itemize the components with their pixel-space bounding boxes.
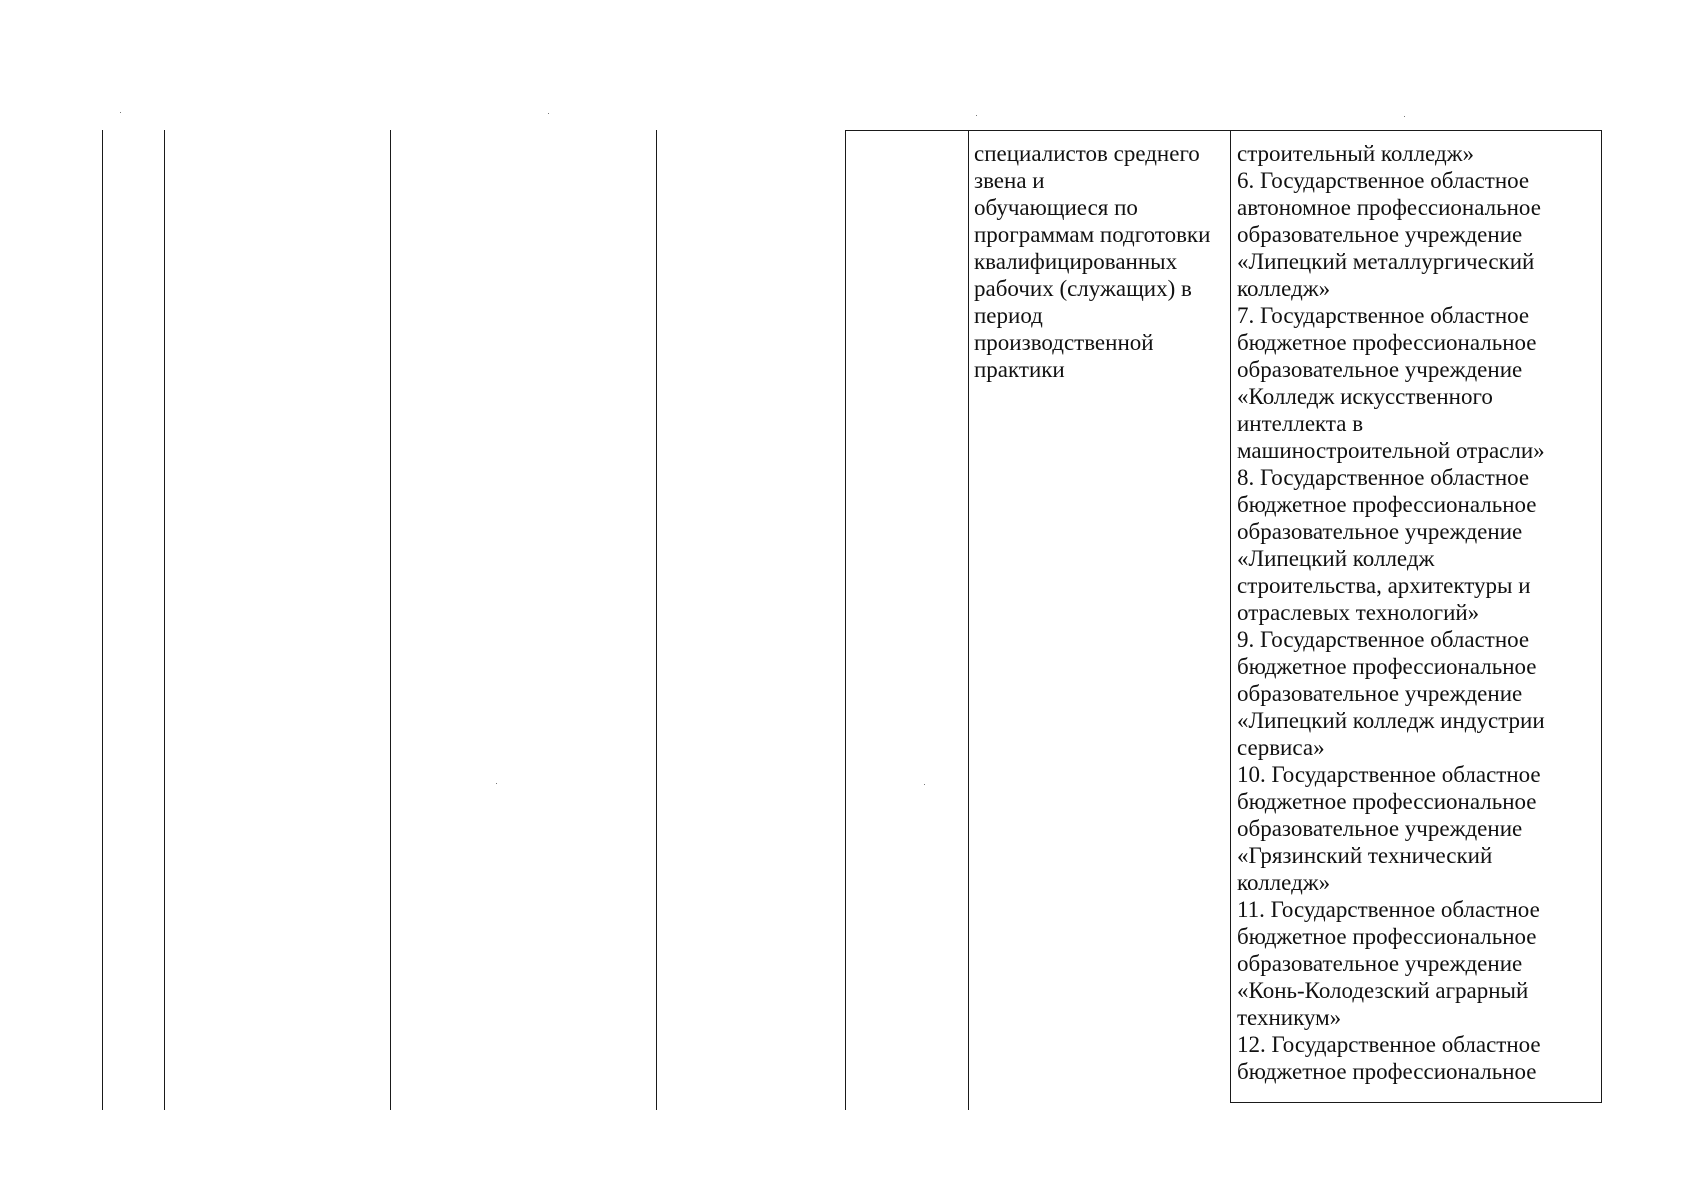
scan-speck <box>924 784 925 785</box>
text-line: «Конь-Колодезский аграрный <box>1237 978 1529 1003</box>
table-bottom-border <box>1230 1102 1602 1103</box>
scan-speck <box>548 113 549 114</box>
text-line: 7. Государственное областное <box>1237 303 1530 328</box>
text-line: бюджетное профессиональное <box>1237 1059 1537 1084</box>
text-line: 12. Государственное областное <box>1237 1032 1541 1057</box>
text-line: колледж» <box>1237 870 1331 895</box>
cell-target-group <box>974 140 1226 383</box>
text-line: 11. Государственное областное <box>1237 897 1540 922</box>
text-line: бюджетное профессиональное <box>1237 654 1537 679</box>
table-column-divider <box>164 130 165 1110</box>
text-line: сервиса» <box>1237 735 1325 760</box>
text-line: «Липецкий металлургический <box>1237 249 1535 274</box>
text-line: образовательное учреждение <box>1237 681 1523 706</box>
table-column-divider <box>845 130 846 1110</box>
scan-speck <box>1404 116 1405 117</box>
text-line: рабочих (служащих) в <box>974 276 1192 301</box>
text-line: автономное профессиональное <box>1237 195 1541 220</box>
text-line: 8. Государственное областное <box>1237 465 1530 490</box>
text-line: звена и <box>974 168 1045 193</box>
table-column-divider <box>1230 130 1231 1102</box>
text-line: образовательное учреждение <box>1237 519 1523 544</box>
table-top-border <box>845 130 1602 131</box>
text-line: строительства, архитектуры и <box>1237 573 1531 598</box>
text-line: «Грязинский технический <box>1237 843 1493 868</box>
text-line: 9. Государственное областное <box>1237 627 1530 652</box>
text-line: производственной <box>974 330 1154 355</box>
text-line: интеллекта в <box>1237 411 1364 436</box>
table-border-right <box>1601 130 1602 1102</box>
scan-speck <box>496 783 497 784</box>
text-line: программам подготовки <box>974 222 1211 247</box>
table-column-divider <box>390 130 391 1110</box>
text-line: период <box>974 303 1043 328</box>
text-line: бюджетное профессиональное <box>1237 330 1537 355</box>
text-line: бюджетное профессиональное <box>1237 924 1537 949</box>
text-line: техникум» <box>1237 1005 1342 1030</box>
text-line: «Липецкий колледж <box>1237 546 1435 571</box>
scan-speck <box>976 115 977 116</box>
text-line: бюджетное профессиональное <box>1237 492 1537 517</box>
text-line: практики <box>974 357 1065 382</box>
scan-speck <box>120 112 121 113</box>
text-line: «Колледж искусственного <box>1237 384 1493 409</box>
cell-organizations-list <box>1237 140 1545 1085</box>
text-line: строительный колледж» <box>1237 141 1475 166</box>
text-word: среднего <box>1113 141 1200 166</box>
table-column-divider <box>656 130 657 1110</box>
text-line: машиностроительной отрасли» <box>1237 438 1545 463</box>
text-line: колледж» <box>1237 276 1331 301</box>
text-line: 6. Государственное областное <box>1237 168 1530 193</box>
table-border-left <box>102 130 103 1110</box>
text-line: обучающиеся по <box>974 195 1138 220</box>
text-line: образовательное учреждение <box>1237 816 1523 841</box>
text-word: специалистов <box>974 141 1108 166</box>
text-line-justified <box>974 140 1226 167</box>
table-column-divider <box>968 130 969 1110</box>
text-line: образовательное учреждение <box>1237 357 1523 382</box>
text-line: «Липецкий колледж индустрии <box>1237 708 1545 733</box>
text-line: образовательное учреждение <box>1237 222 1523 247</box>
text-line: образовательное учреждение <box>1237 951 1523 976</box>
text-line: отраслевых технологий» <box>1237 600 1480 625</box>
text-line: квалифицированных <box>974 249 1178 274</box>
text-line: 10. Государственное областное <box>1237 762 1541 787</box>
text-line: бюджетное профессиональное <box>1237 789 1537 814</box>
